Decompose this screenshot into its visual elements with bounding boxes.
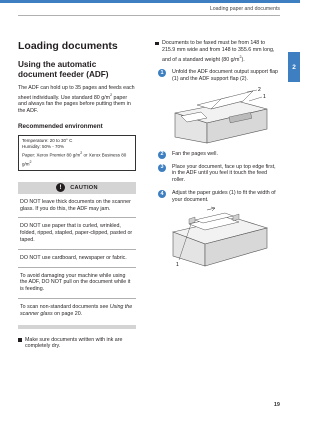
caution-label: CAUTION — [70, 184, 98, 191]
header-rule — [18, 15, 280, 16]
section-heading — [18, 60, 136, 79]
environment-box — [18, 135, 136, 171]
paper-guides-illustration — [167, 204, 271, 268]
env-humidity: Humidity: 50% - 70% — [22, 144, 65, 150]
intro-text-b: paper and always fan the pages before putting them in the ADF. — [18, 94, 131, 115]
step-text: Unfold the ADF document output support flap (1) and the ADF support flap (2). — [172, 69, 279, 82]
caution-item — [18, 299, 136, 323]
callout-2: 2 — [258, 86, 261, 93]
caution-last-a: To scan non-standard documents see — [20, 303, 110, 310]
caution-icon: ! — [56, 183, 65, 192]
env-paper-b: or Xerox Business 80 g/m — [22, 152, 127, 167]
caution-item: DO NOT use paper that is curled, wrinkled, folded, ripped, stapled, paper-clipped, pasted or taped. — [18, 218, 136, 249]
step-number-icon: 2 — [158, 151, 166, 159]
header-accent-bar — [0, 0, 300, 3]
step-1 — [155, 69, 279, 83]
step-text: Fan the pages well. — [172, 150, 218, 157]
page-title: Loading documents — [18, 40, 118, 52]
bullet-square-icon — [18, 338, 22, 342]
running-header-title: Loading paper and documents — [209, 6, 280, 12]
bullet-text: Make sure documents written with ink are completely dry. — [25, 336, 123, 350]
step-3 — [155, 164, 279, 184]
env-paper — [22, 150, 132, 167]
caution-header — [18, 182, 136, 194]
left-column — [18, 40, 136, 350]
step-4 — [155, 190, 279, 204]
step-text: Place your document, face up top edge first, in the ADF until you feel it touch the feed roller. — [172, 163, 276, 184]
list-item — [155, 40, 279, 63]
step-number-icon: 3 — [158, 164, 166, 172]
right-column — [155, 40, 279, 268]
callout-1: 1 — [176, 261, 179, 268]
env-paper-a: Paper: Xerox Premier 80 g/m — [22, 152, 81, 158]
env-sup-a: 2 — [80, 151, 83, 156]
scanner-glass-link[interactable]: Using the scanner glass — [20, 303, 133, 317]
list-item — [18, 337, 136, 351]
bullet-text-a: Documents to be faxed must be from 148 to 215.9 mm wide and from 148 to 355.6 mm long, and of a standard weight (80 g/m — [162, 40, 275, 63]
page-number: 19 — [273, 402, 280, 408]
env-temperature: Temperature: 20 to 30° C — [22, 137, 73, 143]
bullet-text-b: ). — [241, 56, 245, 63]
env-sup-b: 2 — [29, 160, 32, 165]
step-number-icon: 1 — [158, 69, 166, 77]
intro-sup: 2 — [110, 92, 113, 97]
subsection-heading: Recommended environment — [18, 122, 103, 130]
caution-item: DO NOT leave thick documents on the scanner glass. If you do this, the ADF may jam. — [18, 194, 136, 219]
caution-last-b: on page 20. — [52, 310, 83, 317]
step-text: Adjust the paper guides (1) to fit the width of your document. — [172, 189, 276, 203]
bullet-sup: 2 — [239, 54, 242, 59]
adf-flaps-illustration — [167, 83, 271, 145]
caution-item: DO NOT use cardboard, newspaper or fabric. — [18, 250, 136, 268]
intro-text-a: The ADF can hold up to 35 pages and feeds each sheet individually. Use standard 80 g/m — [18, 85, 135, 101]
section-heading-line1: Using the automatic — [18, 60, 97, 69]
step-number-icon: 4 — [158, 190, 166, 198]
bullet-square-icon — [155, 42, 159, 46]
caution-footer-bar — [18, 325, 136, 329]
step-2 — [155, 151, 279, 158]
callout-1: 1 — [263, 93, 266, 100]
chapter-tab: 2 — [288, 52, 300, 82]
section-heading-line2: document feeder (ADF) — [18, 69, 109, 79]
intro-paragraph — [18, 85, 136, 115]
caution-item: To avoid damaging your machine while using the ADF, DO NOT pull on the document while it is feeding. — [18, 268, 136, 299]
